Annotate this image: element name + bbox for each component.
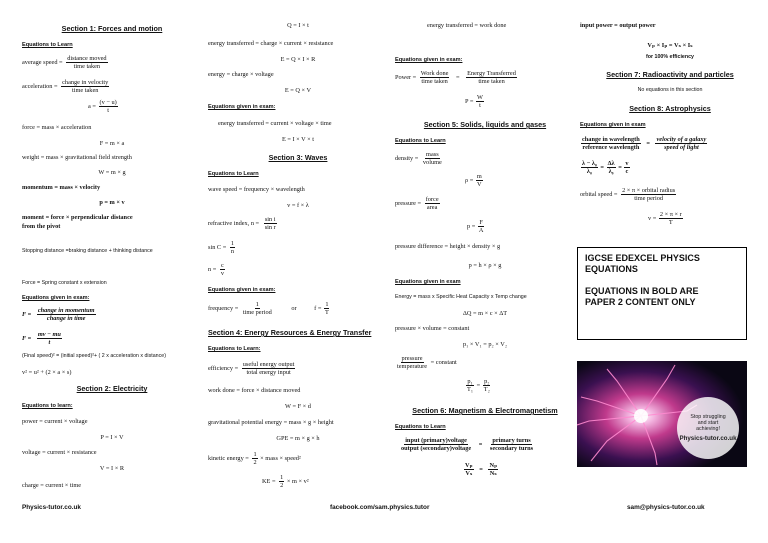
pressure-symbolic: p = $\frac{F}{A}$ <box>467 219 484 235</box>
power-word-equation: power = current × voltage <box>22 418 88 425</box>
weight-word-equation: weight = mass × gravitational field strength <box>22 154 132 161</box>
average-speed-equation: average speed = $\frac{\text{distance moved}}{\text{time taken}}$ <box>22 55 107 71</box>
footer-email-link[interactable]: sam@physics-tutor.co.uk <box>627 504 705 511</box>
section-5-heading: Section 5: Solids, liquids and gases <box>423 120 547 129</box>
equations-to-learn-waves: Equations to Learn <box>208 171 259 177</box>
energy-qir-word-equation: energy transferred = charge × current × resistance <box>208 40 334 47</box>
advert-text-line1: Stop struggling <box>690 413 726 420</box>
energy-ivt-symbolic: E = I × V × t <box>281 136 315 143</box>
acceleration-symbolic: a = $\frac{(v - u)}{t}$ <box>88 99 117 115</box>
charge-word-equation: charge = current × time <box>22 482 82 489</box>
pressure-difference-word-equation: pressure difference = height × density × g <box>395 243 501 250</box>
section-8-heading: Section 8: Astrophysics <box>629 104 711 113</box>
orbital-speed-word-equation: orbital speed = $\frac{\text{2 × π × orbital radius}}{\text{time period}}$ <box>580 187 676 203</box>
refractive-index-speed-equation: n = $\frac{c}{v}$ <box>208 262 225 278</box>
stopping-distance-equation: Stopping distance =braking distance + thinking distance <box>22 248 153 254</box>
wave-speed-symbolic: v = f × λ <box>287 202 309 209</box>
equations-to-learn-energy: Equations to Learn: <box>208 346 261 352</box>
section-4-heading: Section 4: Energy Resources & Energy Transfer <box>208 328 372 337</box>
redshift-word-equation: $\frac{\text{change in wavelength}}{\text{reference wavelength}}$ = $\frac{\text{velocity of a galaxy}}{\text{speed of light}}$ <box>582 136 707 152</box>
energy-qv-word-equation: energy = charge × voltage <box>208 71 274 78</box>
equations-to-learn-label: Equations to Learn <box>22 42 73 48</box>
weight-symbolic: W = m × g <box>98 169 126 176</box>
given-in-exam-label: Equations given in exam: <box>395 57 463 63</box>
force-mv-mu-equation: F = $\frac{mv - mu}{t}$ <box>22 331 61 347</box>
gpe-symbolic: GPE = m × g × h <box>276 435 320 442</box>
given-in-exam-label: Equations given in exam: <box>208 104 276 110</box>
no-equations-note: No equations in this section <box>637 87 703 93</box>
section-6-heading: Section 6: Magnetism & Electromagnetism <box>412 406 558 415</box>
transformer-power-symbolic: Vₚ × Iₚ = Vₛ × Iₛ <box>647 42 693 49</box>
boyle-law-symbolic: p₁ × V₁ = p₂ × V₂ <box>462 341 508 348</box>
density-equation: density = $\frac{\text{mass}}{\text{volume}}$ <box>395 151 442 167</box>
refractive-index-equation: refractive index, n = $\frac{\text{sin i}}{\text{sin r}}$ <box>208 216 276 232</box>
footer-website-link[interactable]: Physics-tutor.co.uk <box>22 504 81 511</box>
efficiency-equation: efficiency = $\frac{\text{useful energy output}}{\text{total energy input}}$ <box>208 361 295 377</box>
advert-url[interactable]: Physics-tutor.co.uk <box>679 434 737 442</box>
pressure-temperature-equation: $\frac{\text{pressure}}{\text{temperature}}$ = constant <box>397 355 457 371</box>
equations-to-learn-matter: Equations to Learn <box>395 138 446 144</box>
suvat-word-equation: (Final speed)² = (initial speed)²+ ( 2 x acceleration x distance) <box>22 353 166 359</box>
plasma-ball-advert[interactable] <box>577 361 747 467</box>
section-2-heading: Section 2: Electricity <box>76 384 148 393</box>
redshift-symbolic: $\frac{\text{λ − λ₀}}{\text{λ₀}}$ = $\frac{\Delta\lambda}{\text{λ₀}}$ = $\frac{v}{c}$ <box>582 160 629 176</box>
advert-text-line3: achieving! <box>696 426 720 433</box>
info-box-note-cont: PAPER 2 CONTENT ONLY <box>585 296 696 307</box>
orbital-speed-symbolic: v = $\frac{2 \times \pi \times r}{T}$ <box>648 211 682 227</box>
pressure-equation: pressure = $\frac{\text{force}}{\text{area}}$ <box>395 196 439 212</box>
given-in-exam-label: Equations given in exam: <box>22 295 90 301</box>
info-box <box>577 247 747 340</box>
energy-work-equation: energy transferred = work done <box>427 22 507 29</box>
transformer-word-equation: $\frac{\text{input (primary)voltage}}{\text{output (secondary)voltage}}$ = $\frac{\text{primary turns}}{\text{secondary turns}}$ <box>401 437 534 453</box>
given-in-exam-waves: Equations given in exam: <box>208 287 276 293</box>
gpe-word-equation: gravitational potential energy = mass × g × height <box>208 419 334 426</box>
pressure-temperature-symbolic: $\frac{\text{p₁}}{\text{T₁}}$ = $\frac{\text{p₂}}{\text{T₂}}$ <box>467 378 490 394</box>
suvat-symbolic: v² = u² + (2 × a × s) <box>22 369 72 376</box>
equations-to-learn-magnetism: Equations to Learn <box>395 424 446 430</box>
power-symbolic: P = I × V <box>100 434 124 441</box>
frequency-equation: frequency = $\frac{1}{\text{time period}}$ or f = $\frac{1}{T}$ <box>208 301 329 317</box>
momentum-symbolic: p = m × v <box>99 199 125 206</box>
moment-word-equation: moment = force × perpendicular distance <box>22 214 133 221</box>
equations-to-learn-electricity: Equations to learn: <box>22 403 73 409</box>
input-output-power-equation: input power = output power <box>580 22 656 29</box>
energy-qv-symbolic: E = Q × V <box>284 87 312 94</box>
advert-bubble[interactable] <box>677 397 739 459</box>
work-done-symbolic: W = F × d <box>285 403 311 410</box>
column-electricity-waves-energy <box>208 0 388 500</box>
voltage-word-equation: voltage = current × resistance <box>22 449 97 456</box>
work-done-word-equation: work done = force × distance moved <box>208 387 301 394</box>
footer-facebook-link[interactable]: facebook.com/sam.physics.tutor <box>330 504 430 511</box>
info-box-note: EQUATIONS IN BOLD ARE <box>585 285 699 296</box>
efficiency-note: for 100% efficiency <box>646 54 694 60</box>
column-energy-matter-magnetism <box>395 0 575 500</box>
given-in-exam-label: Equations given in exam <box>580 122 646 128</box>
acceleration-equation: acceleration = $\frac{\text{change in velocity}}{\text{time taken}}$ <box>22 79 109 95</box>
specific-heat-word-equation: Energy = mass x Specific Heat Capacity x Temp change <box>395 294 527 300</box>
power-symbolic: P = $\frac{W}{t}$ <box>465 94 483 110</box>
given-in-exam-matter: Equations given in exam <box>395 279 461 285</box>
force-symbolic: F = m × a <box>99 140 125 147</box>
column-forces-electricity <box>22 0 202 500</box>
section-1-heading: Section 1: Forces and motion <box>61 24 163 33</box>
transformer-symbolic: $\frac{\text{Vₚ}}{\text{Vₛ}}$ = $\frac{\text{Nₚ}}{\text{Nₛ}}$ <box>465 462 498 478</box>
density-symbolic: ρ = $\frac{m}{V}$ <box>465 173 482 189</box>
power-work-energy-equation: Power = $\frac{\text{Work done}}{\text{time taken}}$ = $\frac{\text{Energy Transferred}}{\text{time taken}}$ <box>395 70 516 86</box>
boyle-law-word-equation: pressure × volume = constant <box>395 325 470 332</box>
energy-ivt-word-equation: energy transferred = current × voltage × time <box>218 120 332 127</box>
section-3-heading: Section 3: Waves <box>268 153 328 162</box>
kinetic-energy-word-equation: kinetic energy = $\frac{1}{2}$ × mass × speed² <box>208 451 301 467</box>
force-word-equation: force = mass × acceleration <box>22 124 92 131</box>
section-7-heading: Section 7: Radioactivity and particles <box>606 70 734 79</box>
kinetic-energy-symbolic: KE = $\frac{1}{2}$ × m × v² <box>262 474 309 490</box>
momentum-word-equation: momentum = mass × velocity <box>22 184 101 191</box>
specific-heat-symbolic: ΔQ = m × c × ΔT <box>462 310 508 317</box>
critical-angle-equation: sin C = $\frac{1}{n}$ <box>208 240 234 256</box>
energy-qir-symbolic: E = Q × I × R <box>280 56 316 63</box>
force-momentum-equation: F = $\frac{\text{change in momentum}}{\text{change in time}}$ <box>22 307 95 323</box>
charge-symbolic: Q = I × t <box>287 22 309 29</box>
spring-equation: Force = Spring constant x extension <box>22 280 107 286</box>
voltage-symbolic: V = I × R <box>99 465 125 472</box>
wave-speed-word-equation: wave speed = frequency × wavelength <box>208 186 305 193</box>
advert-text-line2: and start <box>697 420 719 427</box>
info-box-title-cont: EQUATIONS <box>585 264 638 275</box>
info-box-title: IGCSE EDEXCEL PHYSICS <box>585 253 700 263</box>
pressure-difference-symbolic: p = h × ρ × g <box>468 262 502 269</box>
moment-word-equation-cont: from the pivot <box>22 223 61 230</box>
